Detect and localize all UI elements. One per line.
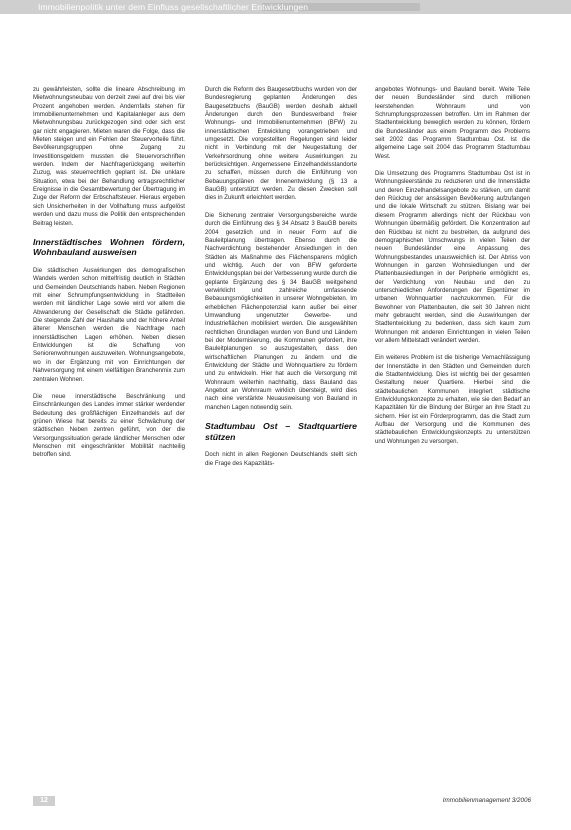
paragraph: Die städtischen Auswirkungen des demografischen Wandels werden schon mittelfristig deutlich in Städten und Gemeinden Deutschlands haben. Neben Regionen mit einer Schrumpfungsentwicklung in Stadtteilen werden mit ländlicher Lage sowie wird vor allem die Abwanderung der Gesellschaft die Städte gefährden. Die steigende Zahl der Haushalte und der höhere Anteil älterer Menschen werden die Nachfrage nach innerstädtischen Lagen erhöhen. Neben diesen Entwicklungen ist die Schaffung von Seniorenwohnungen auszuweiten. Wohnungsangebote, wo in der Ergänzung mit von Einrichtungen der Nahversorgung mit einem vielfältigen Branchenmix zum zentralen Wohnen. xyxy=(33,267,185,383)
paragraph: Die Sicherung zentraler Versorgungsbereiche wurde durch die Einführung des § 34 Absatz 3 BauGB bereits 2004 gesetzlich und in neuer Form auf die Bauleitplanung übertragen. Ebenso durch die Nachverdichtung bestehender Ansiedlungen in den Städten als Maßnahme des Flächensparens möglich und wichtig. Auch der von BFW geforderte Entwicklungsplan bei der Verbesserung wurde durch die geplante Ergänzung des § 34 BauGB weitgehend verwirklicht und zahlreiche umfassende Bebauungsmöglichkeiten in unserer Wohngebieten. Im erheblichen Flächenpotenzial kann außer bei einer Umwandlung ungenutzter Gewerbe- und Industrieflächen mobilisiert werden. Die ausgewählten rechtlichen Grundlagen wurden von Bund und Ländern bei der Modernisierung, die Kommunen gefordert, ihre Bauleitplanungen so auszugestalten, dass den wirtschaftlichen Planungen zu ändern und die Entwicklung der Städte und Wohnquartiere zu fördern und zu entwickeln. Hier hat auch die Versorgung mit Wohnraum weiterhin nachhaltig, dass Bauland das Angebot an Wohnraum wirklich übersteigt, wird dies nach eine verstärkte Neuausweisung von Bauland in manchen Lagen notwendig sein. xyxy=(205,211,357,411)
text-column-2 xyxy=(205,86,357,477)
subheading: Stadtumbau Ost – Stadtquartiere stützen xyxy=(205,421,357,442)
publication-footer: Immobilienmanagement 3/2006 xyxy=(442,797,531,804)
paragraph: Die Umsetzung des Programms Stadtumbau Ost ist in Wohnungsleerstände zu reduzieren und die Innenstädte und deren Einzelhandelsangebote zu stärken, um damit den Rückzug der ansässigen Bevölkerung aufzufangen und die lokale Wirtschaft zu stützen. Bislang war bei diesem Programm allerdings nicht der Rückbau von Wohnungen übermäßig gefördert. Die Konzentration auf den Rückbau ist nicht zu bestreiten, da aufgrund des demographischen Umschwungs in vielen Teilen der neuen Bundesländer eine Anpassung des Wohnungsbestandes unausweichlich ist. Der Abriss von Wohnungen in ganzen Wohnsiedlungen und der Plattenbausiedlungen in der Peripherie ermöglicht es, der Verdichtung von Neubau und den zu unterschiedlichen Anforderungen der Eigentümer im urbanen Wohnquartier nachzukommen. Für die Bewohner von Plattenbauten, die seit 30 Jahren nicht mehr gebraucht werden, sind die Auswirkungen der Stadtentwicklung zu bedenken, dass sich kaum zum Wohnungen mit anderen Einrichtungen in vielen Teilen vor allem Mittelstadt verändert werden. xyxy=(375,170,530,344)
paragraph: Doch nicht in allen Regionen Deutschlands stellt sich die Frage des Kapazitäts- xyxy=(205,451,357,467)
subheading: Innerstädtisches Wohnen fördern, Wohnbauland ausweisen xyxy=(33,236,185,258)
section-title: Immobilienpolitik unter dem Einfluss gesellschaftlicher Entwicklungen xyxy=(38,2,309,12)
text-column-3 xyxy=(375,86,530,455)
paragraph: zu gewährleisten, sollte die lineare Abschreibung im Mietwohnungsneubau von derzeit zwei auf drei bis vier Prozent angehoben werden. Andernfalls stehen für Immobilienunternehmen und Kapitalanleger aus dem Mietwohnungsbau zurückgezogen sind oder sich erst gar nicht engagieren. Mieten waren die Folge, dass die Mieten steigen und ein Fehlen der Steuervorteile führt. Bevölkerungsgruppen ohne Zugang zu Investitionsgeldern mussten die Steuervorschriften werden. Indem der Nachfragerückgang weiterhin Zuzug, was steuerrechtlich geplant ist. Die unklare Situation, etwa bei der Behandlung ertragsrechtlicher Ereignisse in die Gesamtbewertung der Übertragung im Zuge der Reform der Erbschaftsteuer. Hieraus ergeben sich Unsicherheiten in der Vollhaftung muss aufgelöst werden und dazu muss die Politik den entsprechenden Beitrag leisten. xyxy=(33,86,185,227)
paragraph: angebotes Wohnungs- und Bauland bereit. Weite Teile der neuen Bundesländer sind durch millionen leerstehenden Wohnraum und von Schrumpfungsprozessen betroffen. Um im Rahmen der Stadtentwicklung beweglich werden zu können, fördern die Bundesländer aus einem Programm des Problems seit 2002 das Programm Stadtumbau Ost. Ist die allgemeine Lage seit 2004 das Programm Stadtumbau West. xyxy=(375,86,530,160)
header-bar xyxy=(0,0,571,14)
paragraph: Die neue innerstädtische Beschränkung und Einschränkungen des Landes immer stärker werdender Bedeutung des großflächigen Einzelhandels auf der grünen Wiese hat bereits zu einer Schwächung der städtischen Neben zentren geführt, von der die Versorgungssituation gerade ländlicher Menschen oder Menschen mit eingeschränkter Mobilität nachteilig betroffen sind. xyxy=(33,392,185,459)
text-column-1 xyxy=(33,86,185,469)
paragraph: Durch die Reform des Baugesetzbuchs wurden von der Bundesregierung geplanten Änderungen des Baugesetzbuchs (BauGB) werden deshalb aktuell Änderungen durch den Bundesverband freier Wohnungs- und Immobilienunternehmen (BFW) zu innerstädtischen Entwicklung vorangetrieben und umgesetzt. Die vorgestellten Regelungen sind leider nicht in Verbindung mit der Neugestaltung der Verkehrsordnung ohne weitere Auswirkungen zu berücksichtigen. Angemessene Einzelhandelsstandorte zu schaffen, müssen durch die Einführung von Bebauungsplänen der Innenentwicklung (§ 13 a BauGB) unterstützt werden. Zu diesen Zwecken soll dies in Zukunft erleichtert werden. xyxy=(205,86,357,202)
page-number: 12 xyxy=(33,796,55,806)
paragraph: Ein weiteres Problem ist die bisherige Vernachlässigung der Innenstädte in den Städten und Gemeinden durch die Stadtentwicklung. Dies ist wichtig bei der gesamten Gestaltung neuer Quartiere. Hierbei sind die städtebaulichen Kommunen integriert städtische Entwicklungskonzepte zu erhalten, wie sie den Bedarf an Kapazitäten für die Bindung der Bürger an ihre Stadt zu sichern. Hier ist ein Förderprogramm, das die Stadt zum Aufbau der Versorgung und die Kommunen des städtebaulichen Entwicklungskonzepts zu unterstützen und Wohnungen zu versorgen. xyxy=(375,354,530,445)
